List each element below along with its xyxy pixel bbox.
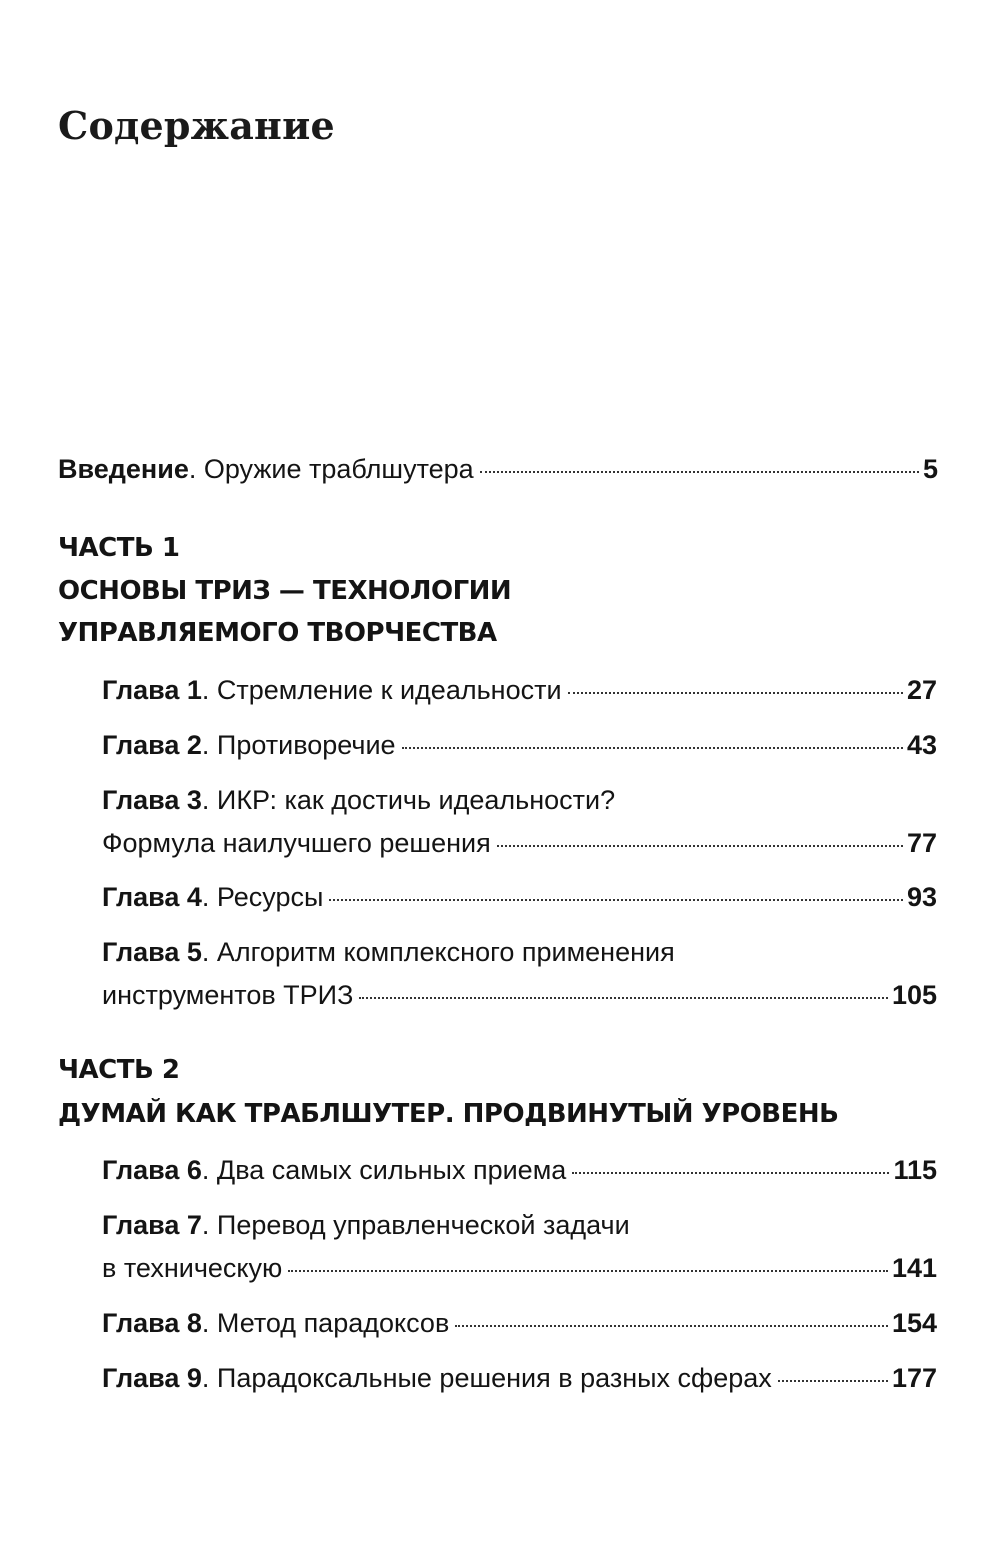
toc-entry-title: . Противоречие xyxy=(201,730,396,760)
toc-page-number: 154 xyxy=(891,1308,937,1338)
toc-entry-chapter-8[interactable] xyxy=(102,1306,937,1340)
toc-entry-label: Глава 5 xyxy=(102,937,202,967)
dot-leader xyxy=(497,845,903,847)
toc-entry-title: . Оружие траблшутера xyxy=(188,454,474,484)
dot-leader xyxy=(402,747,903,749)
toc-entry-chapter-3[interactable] xyxy=(102,826,937,860)
toc-page-number: 177 xyxy=(891,1363,937,1393)
part-2-number: ЧАСТЬ 2 xyxy=(58,1055,180,1085)
toc-entry-chapter-5[interactable] xyxy=(102,978,937,1012)
toc-entry-label: Глава 7 xyxy=(102,1210,202,1240)
toc-entry-title: . Метод парадоксов xyxy=(201,1308,450,1338)
toc-page-number: 105 xyxy=(891,980,937,1010)
toc-entry-chapter-3-line1[interactable] xyxy=(102,783,615,817)
toc-entry-label: Глава 2 xyxy=(102,730,202,760)
toc-entry-title: . Парадоксальные решения в разных сферах xyxy=(201,1363,772,1393)
toc-entry-title-continued: в техническую xyxy=(102,1253,283,1283)
toc-entry-title: . Стремление к идеальности xyxy=(201,675,562,705)
toc-entry-chapter-2[interactable] xyxy=(102,728,937,762)
toc-page-number: 43 xyxy=(906,730,937,760)
dot-leader xyxy=(288,1270,888,1272)
toc-entry-label: Введение xyxy=(58,454,189,484)
toc-entry-chapter-5-line1[interactable] xyxy=(102,935,675,969)
dot-leader xyxy=(455,1325,888,1327)
toc-entry-title: . Алгоритм комплексного применения xyxy=(201,937,675,967)
toc-entry-title: . Два самых сильных приема xyxy=(201,1155,567,1185)
toc-page-number: 5 xyxy=(922,454,938,484)
toc-entry-title-continued: инструментов ТРИЗ xyxy=(102,980,354,1010)
toc-entry-label: Глава 9 xyxy=(102,1363,202,1393)
part-1-number: ЧАСТЬ 1 xyxy=(58,533,180,563)
toc-entry-label: Глава 6 xyxy=(102,1155,202,1185)
toc-entry-chapter-7[interactable] xyxy=(102,1251,937,1285)
toc-entry-chapter-1[interactable] xyxy=(102,673,937,707)
toc-entry-chapter-7-line1[interactable] xyxy=(102,1208,630,1242)
toc-entry-label: Глава 4 xyxy=(102,882,202,912)
toc-entry-chapter-4[interactable] xyxy=(102,880,937,914)
toc-entry-label: Глава 3 xyxy=(102,785,202,815)
toc-entry-title: . Ресурсы xyxy=(201,882,324,912)
dot-leader xyxy=(572,1172,889,1174)
toc-page-number: 141 xyxy=(891,1253,937,1283)
dot-leader xyxy=(480,471,919,473)
page-title: Содержание xyxy=(58,103,335,148)
toc-entry-title: . Перевод управленческой задачи xyxy=(201,1210,630,1240)
toc-page-number: 115 xyxy=(893,1155,937,1185)
part-2-title-line1: ДУМАЙ КАК ТРАБЛШУТЕР. ПРОДВИНУТЫЙ УРОВЕНЬ xyxy=(58,1099,839,1129)
dot-leader xyxy=(568,692,903,694)
toc-entry-title: . ИКР: как достичь идеальности? xyxy=(201,785,616,815)
dot-leader xyxy=(329,899,903,901)
toc-entry-label: Глава 1 xyxy=(102,675,202,705)
toc-page-number: 93 xyxy=(906,882,937,912)
toc-entry-chapter-9[interactable] xyxy=(102,1361,937,1395)
toc-page-number: 27 xyxy=(906,675,937,705)
dot-leader xyxy=(778,1380,888,1382)
toc-page-number: 77 xyxy=(906,828,937,858)
part-1-title-line2: УПРАВЛЯЕМОГО ТВОРЧЕСТВА xyxy=(58,618,497,648)
toc-entry-intro[interactable] xyxy=(58,452,938,486)
toc-entry-label: Глава 8 xyxy=(102,1308,202,1338)
toc-entry-chapter-6[interactable] xyxy=(102,1153,937,1187)
part-1-title-line1: ОСНОВЫ ТРИЗ — ТЕХНОЛОГИИ xyxy=(58,576,512,606)
toc-entry-title-continued: Формула наилучшего решения xyxy=(102,828,491,858)
dot-leader xyxy=(359,997,888,999)
